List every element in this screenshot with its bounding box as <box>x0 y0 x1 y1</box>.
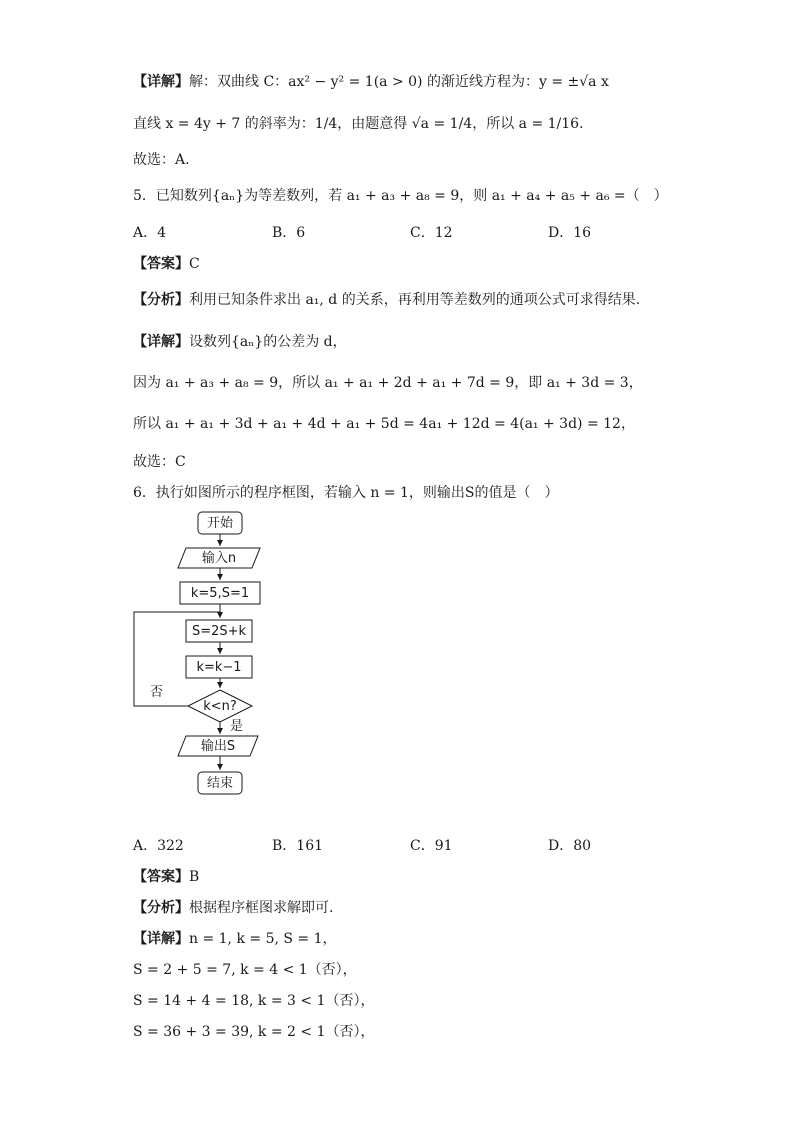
q6-option-b: B．161 <box>272 838 324 854</box>
flow-init-label: k=5,S=1 <box>190 586 250 601</box>
detail-tag: 【详解】 <box>133 931 189 947</box>
flow-output-label: 输出S <box>200 739 236 754</box>
detail-text: 设数列{aₙ}的公差为 d， <box>189 334 347 350</box>
slope-line: 直线 x = 4y + 7 的斜率为：1/4，由题意得 √a = 1/4，所以 a = 1/16. <box>133 116 584 132</box>
q6-option-c: C．91 <box>410 838 453 854</box>
flow-end-label: 结束 <box>206 776 234 791</box>
answer-value: C <box>189 256 200 272</box>
flowchart <box>120 508 280 798</box>
answer-tag: 【答案】 <box>133 256 189 272</box>
flow-update-k-label: k=k−1 <box>196 660 242 675</box>
q6-step3: S = 36 + 3 = 39, k = 2 < 1（否）， <box>133 1024 375 1040</box>
q5-stem: 5．已知数列{aₙ}为等差数列，若 a₁ + a₃ + a₈ = 9，则 a₁ + a₄ + a₅ + a₆ =（ ） <box>133 188 668 204</box>
q5-option-a: A．4 <box>133 225 167 241</box>
q5-option-c: C．12 <box>410 225 453 241</box>
flow-no-label: 否 <box>150 685 164 700</box>
q6-detail <box>133 929 754 949</box>
detail-text: n = 1, k = 5, S = 1， <box>189 931 337 947</box>
flow-cond-label: k<n? <box>203 699 237 714</box>
flow-start-label: 开始 <box>206 516 234 531</box>
analysis-text: 利用已知条件求出 a₁, d 的关系，再利用等差数列的通项公式可求得结果. <box>189 292 641 308</box>
q6-option-a: A．322 <box>133 838 184 854</box>
choose-q4: 故选：A. <box>133 152 190 168</box>
q6-answer <box>133 867 754 887</box>
q5-choose: 故选：C <box>133 454 186 470</box>
flow-update-s-label: S=2S+k <box>191 624 247 639</box>
flow-yes-label: 是 <box>230 719 244 734</box>
q5-analysis <box>133 290 754 310</box>
q6-analysis <box>133 898 754 918</box>
answer-value: B <box>189 869 200 885</box>
q6-step2: S = 14 + 4 = 18, k = 3 < 1（否）， <box>133 993 375 1009</box>
detail-tag: 【详解】 <box>133 74 189 90</box>
q6-step1: S = 2 + 5 = 7, k = 4 < 1（否）， <box>133 962 357 978</box>
detail-q4 <box>133 72 754 92</box>
q6-option-d: D．80 <box>548 838 592 854</box>
q5-step2: 所以 a₁ + a₁ + 3d + a₁ + 4d + a₁ + 5d = 4a₁ + 12d = 4(a₁ + 3d) = 12， <box>133 416 635 432</box>
detail-text: 解：双曲线 C：ax² − y² = 1(a > 0) 的渐近线方程为：y = ±√a x <box>189 74 609 90</box>
analysis-tag: 【分析】 <box>133 900 189 916</box>
analysis-tag: 【分析】 <box>133 292 189 308</box>
q5-option-b: B．6 <box>272 225 306 241</box>
q5-answer <box>133 254 754 274</box>
analysis-text: 根据程序框图求解即可. <box>189 900 334 916</box>
q6-stem: 6．执行如图所示的程序框图，若输入 n = 1，则输出S的值是（ ） <box>133 485 559 501</box>
detail-tag: 【详解】 <box>133 334 189 350</box>
q5-option-d: D．16 <box>548 225 592 241</box>
q5-detail <box>133 332 754 352</box>
flow-input-label: 输入n <box>201 551 237 566</box>
q5-step1: 因为 a₁ + a₃ + a₈ = 9，所以 a₁ + a₁ + 2d + a₁ + 7d = 9，即 a₁ + 3d = 3， <box>133 375 643 391</box>
answer-tag: 【答案】 <box>133 869 189 885</box>
